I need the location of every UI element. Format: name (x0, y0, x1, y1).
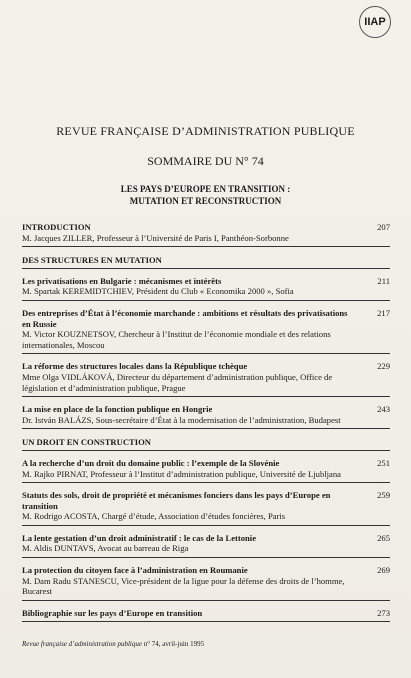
toc-entry (22, 276, 390, 297)
entry-title: La lente gestation d’un droit administratif : le cas de la Lettonie (22, 532, 257, 543)
toc-entry (22, 404, 390, 425)
toc-entry (22, 608, 390, 619)
footer-issue: n° 74, avril-juin 1995 (143, 640, 205, 648)
spacer (22, 601, 390, 608)
entry-author: M. Jacques ZILLER, Professeur à l’Université de Paris I, Panthéon-Sorbonne (22, 232, 289, 243)
sections (22, 255, 390, 622)
toc-entry (22, 565, 390, 597)
entry-author: M. Victor KOUZNETSOV, Chercheur à l’Institut de l’économie mondiale et des relations internationales, Moscou (22, 329, 331, 350)
entry-author: M. Aldis DUNTAVS, Avocat au barreau de Riga (22, 543, 189, 554)
issue-theme (0, 183, 411, 207)
entry-title: La réforme des structures locales dans la République tchèque (22, 361, 248, 372)
spacer (22, 558, 390, 565)
entry-title: Les privatisations en Bulgarie : mécanismes et intérêts (22, 275, 222, 286)
spacer (22, 354, 390, 361)
table-of-contents (22, 222, 390, 622)
divider (22, 428, 390, 429)
entry-page: 211 (377, 275, 390, 286)
issue-theme-line-2: MUTATION ET RECONSTRUCTION (129, 196, 282, 206)
toc-entry (22, 361, 390, 393)
entry-title: La mise en place de la fonction publique en Hongrie (22, 404, 213, 415)
entry-page: 229 (377, 361, 390, 372)
page-footer (22, 640, 204, 648)
entry-page: 273 (377, 607, 390, 618)
toc-entry (22, 490, 390, 522)
section-heading: DES STRUCTURES EN MUTATION (22, 255, 390, 269)
divider (22, 621, 390, 622)
entry-page: 251 (377, 457, 390, 468)
footer-journal: Revue française d’administration publique (22, 640, 142, 648)
entry-title: INTRODUCTION (22, 222, 91, 232)
entry-author: M. Spartak KEREMIDTCHIEV, Président du Club « Economika 2000 », Sofia (22, 286, 294, 297)
spacer (22, 483, 390, 490)
entry-title: La protection du citoyen face à l’administration en Roumanie (22, 565, 248, 576)
spacer (22, 526, 390, 533)
entry-title: Statuts des sols, droit de propriété et mécanismes fonciers dans les pays d’Europe en transition (22, 490, 331, 511)
toc-entry (22, 458, 390, 479)
iiap-logo: IIAP (359, 6, 391, 38)
spacer (22, 397, 390, 404)
journal-title: REVUE FRANÇAISE D’ADMINISTRATION PUBLIQUE (56, 124, 355, 138)
entry-author: Mme Olga VIDLÁKOVÁ, Directeur du département d’administration publique, Office de législation et d’administration publique, Prague (22, 371, 333, 393)
entry-page: 269 (377, 565, 390, 576)
entry-page: 217 (377, 307, 390, 318)
entry-page: 243 (377, 404, 390, 415)
entry-author: Dr. István BALÁZS, Sous-secrétaire d’État à la modernisation de l’administration, Budapest (22, 414, 341, 425)
spacer (22, 301, 390, 308)
entry-author: M. Dam Radu STANESCU, Vice-président de la ligue pour la défense des droits de l’homme, Bucarest (22, 575, 345, 597)
toc-entry-introduction (22, 222, 390, 243)
entry-author: M. Rajko PIRNAT, Professeur à l’Institut d’administration publique, Université de Ljubljana (22, 468, 341, 479)
entry-title: A la recherche d’un droit du domaine public : l’exemple de la Slovénie (22, 457, 280, 468)
divider (22, 246, 390, 247)
toc-entry (22, 533, 390, 554)
spacer (22, 269, 390, 276)
entry-page: 207 (377, 222, 390, 232)
entry-author: M. Rodrigo ACOSTA, Chargé d’étude, Association d’études foncières, Paris (22, 511, 286, 522)
entry-page: 265 (377, 532, 390, 543)
entry-title: Des entreprises d’État à l’économie marchande : ambitions et résultats des privatisations en Russie (22, 307, 348, 329)
entry-title: Bibliographie sur les pays d’Europe en transition (22, 607, 203, 618)
entry-page: 259 (377, 490, 390, 501)
issue-theme-line-1: LES PAYS D’EUROPE EN TRANSITION : (120, 184, 291, 194)
issue-heading: SOMMAIRE DU N° 74 (147, 154, 264, 168)
spacer (22, 451, 390, 458)
toc-entry (22, 308, 390, 350)
section-heading: UN DROIT EN CONSTRUCTION (22, 437, 390, 451)
